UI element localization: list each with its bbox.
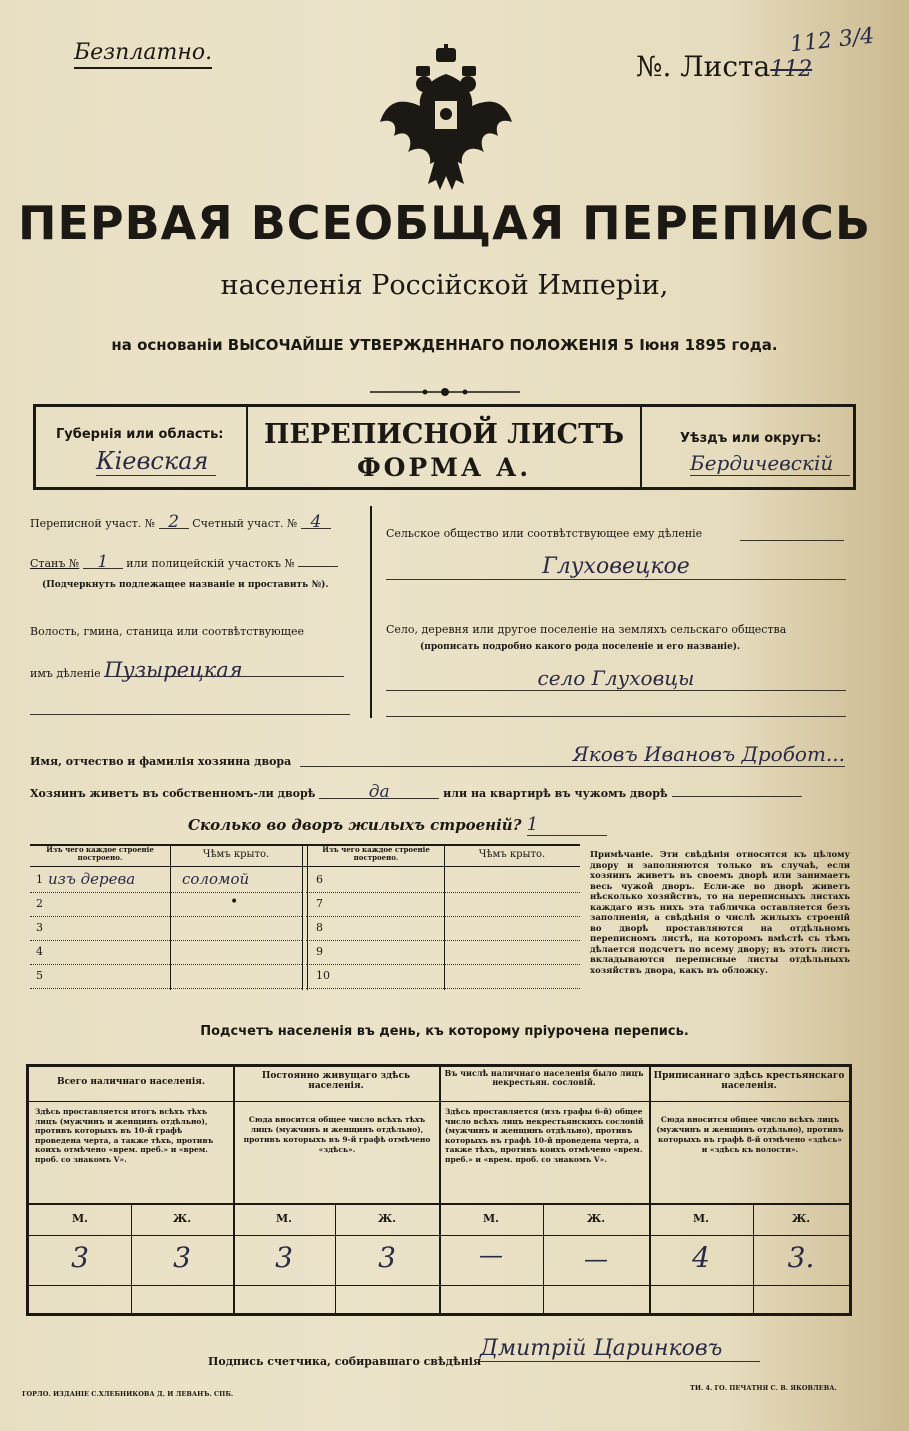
owner-lives-value: да <box>319 786 439 799</box>
stan-or-label: или полицейскій участокъ № <box>126 557 295 570</box>
count-value-registered-m: 4 <box>692 1241 710 1274</box>
count-col-desc-present: Здѣсь проставляется итогъ всѣхъ тѣхъ лицъ (мужчинъ и женщинъ отдѣльно), противъ которыхъ въ 10-й графѣ проведена черта, а также тѣхъ, противъ коихъ отмѣчено «врем. преб.» и «врем. проб. со знакомъ V». <box>35 1107 214 1164</box>
sheet-number-crossed: 112 <box>770 57 813 82</box>
schetny-value: 4 <box>301 516 331 529</box>
zh-label: Ж. <box>791 1212 811 1225</box>
count-col-title-non-peasant: Въ числѣ наличнаго населенія было лицъ некрестьян. сословій. <box>444 1068 644 1087</box>
buildings-row-left <box>30 892 302 917</box>
owner-lives-row <box>30 782 850 802</box>
buildings-col-material-left: Изъ чего каждое строеніе построено. <box>46 845 154 862</box>
buildings-note: Примѣчаніе. Эти свѣдѣнія относятся къ цѣлому двору и заполняются только въ случаѣ, если хозяинъ живетъ въ своемъ дворѣ или занимаетъ весь чужой дворъ. Если-же во дворѣ живетъ нѣсколько хозяйствъ, то на переписныхъ листахъ каждаго изъ нихъ эта табличка оставляется безъ заполненія, а свѣдѣнія о числѣ жилыхъ строеній во дворѣ проставляются на отдѣльномъ переписномъ листѣ, на которомъ вмѣстѣ съ тѣмъ дѣлается подсчетъ по всему двору; въ этотъ листъ вкладываются переписные листы отдѣльныхъ хозяйствъ двора, какъ въ обложку. <box>590 850 850 976</box>
free-label: Безплатно. <box>74 40 212 69</box>
form-letter: ФОРМА А. <box>356 453 532 482</box>
buildings-col-material-right: Изъ чего каждое строеніе построено. <box>322 845 430 862</box>
count-value-registered-zh: 3. <box>787 1241 815 1274</box>
count-table <box>26 1064 852 1316</box>
stan-row <box>30 552 360 572</box>
footer-printer-left: ГОРЛО. ИЗДАНІЕ С.ХЛЕБНИКОВА Д. И ЛЕВАНЪ. СПБ. <box>22 1390 234 1398</box>
row-number: 5 <box>36 969 43 982</box>
row-number: 3 <box>36 921 43 934</box>
count-value-permanent-zh: 3 <box>378 1241 396 1274</box>
volost-row <box>30 658 360 682</box>
village-note: (прописать подробно какого рода поселеніе и его названіе). <box>420 642 741 652</box>
sheet-number <box>636 50 812 83</box>
stan-note: (Подчеркнуть подлежащее названіе и проставить №). <box>42 580 329 590</box>
m-label: М. <box>275 1212 292 1225</box>
ornament-divider <box>370 384 520 400</box>
volost-blank-line <box>30 714 350 715</box>
village-label: Село, деревня или другое поселеніе на земляхъ сельскаго общества <box>386 623 787 636</box>
volost-label-2: имъ дѣленіе <box>30 667 101 680</box>
count-col-title-present: Всего наличнаго населенія. <box>56 1077 206 1087</box>
gubernia-value: Кіевская <box>96 447 216 476</box>
buildings-table <box>30 844 580 990</box>
volost-value: Пузырецкая <box>104 664 344 677</box>
perepisnoi-label: Переписной участ. № <box>30 517 156 530</box>
m-label: М. <box>482 1212 499 1225</box>
fields-column-divider <box>370 506 372 718</box>
perepisnoi-row <box>30 512 360 532</box>
buildings-label: Сколько во дворъ жилыхъ строеній? <box>188 816 522 834</box>
row-number: 8 <box>316 921 323 934</box>
row-number: 10 <box>316 969 330 982</box>
row-number: 2 <box>36 897 43 910</box>
buildings-row-left <box>30 868 302 893</box>
page-title: ПЕРВАЯ ВСЕОБЩАЯ ПЕРЕПИСЬ <box>17 196 872 250</box>
buildings-row-right <box>306 868 580 893</box>
footer-printer-right: ТИ. 4. ГО. ПЕЧАТНЯ С. В. ЯКОВЛЕВА. <box>690 1384 837 1392</box>
building-material: изъ дерева <box>48 870 136 888</box>
signature-value: Дмитрій Царинковъ <box>480 1336 760 1362</box>
uezd-label: Уѣздъ или округъ: <box>680 431 822 446</box>
signature-label: Подпись счетчика, собиравшаго свѣдѣнія <box>208 1355 482 1368</box>
count-value-non-peasant-m: — <box>479 1241 503 1269</box>
count-col-title-registered: Приписаннаго здѣсь крестьянскаго населенія. <box>653 1071 845 1091</box>
basis-line: на основаніи ВЫСОЧАЙШЕ УТВЕРЖДЕННАГО ПОЛОЖЕНІЯ 5 Іюня 1895 года. <box>111 336 778 354</box>
schetny-label: Счетный участ. № <box>192 517 298 530</box>
count-col-desc-registered: Сюда вносится общее число всѣхъ лицъ (мужчинъ и женщинъ отдѣльно), противъ которыхъ въ графѣ 8-й отмѣчено «здѣсь» и «здѣсь къ волости». <box>656 1115 844 1154</box>
gubernia-label: Губернія или область: <box>56 427 224 442</box>
count-value-non-peasant-zh: — <box>584 1245 608 1273</box>
count-col-desc-non-peasant: Здѣсь проставляется (изъ графы 6-й) общее число всѣхъ лицъ некрестьянскихъ сословій (мужчинъ и женщинъ отдѣльно), противъ которыхъ въ графѣ 10-й проведена черта, а также тѣхъ, противъ коихъ отмѣчено «врем. преб.» и «врем. проб. со знакомъ V». <box>445 1107 644 1164</box>
m-label: М. <box>71 1212 88 1225</box>
imperial-eagle-emblem <box>378 44 514 194</box>
zh-label: Ж. <box>377 1212 397 1225</box>
row-number: 7 <box>316 897 323 910</box>
building-roof: соломой <box>182 870 250 888</box>
sheet-number-handwritten: 112 3/4 <box>788 23 876 58</box>
sheet-number-label: №. Листа <box>636 50 771 83</box>
row-number: 1 <box>36 873 43 886</box>
buildings-value: 1 <box>527 814 607 836</box>
volost-label: Волость, гмина, станица или соотвѣтствующее <box>30 625 304 638</box>
village-value: село Глуховцы <box>386 666 846 691</box>
page-subtitle: населенія Россійской Имперіи, <box>220 270 669 301</box>
owner-lives-or: или на квартирѣ въ чужомъ дворѣ <box>443 787 668 800</box>
buildings-row-left <box>30 964 302 989</box>
count-col-desc-permanent: Сюда вносится общее число всѣхъ тѣхъ лицъ (мужчинъ и женщинъ отдѣльно), противъ которыхъ въ 9-й графѣ отмѣчено «здѣсь». <box>243 1115 431 1154</box>
buildings-row-right <box>306 916 580 941</box>
uezd-value: Бердичевскій <box>690 451 850 476</box>
m-label: М. <box>692 1212 709 1225</box>
count-value-permanent-m: 3 <box>275 1241 293 1274</box>
row-number: 9 <box>316 945 323 958</box>
society-label: Сельское общество или соотвѣтствующее ему дѣленіе <box>386 527 703 540</box>
buildings-row-right <box>306 892 580 917</box>
buildings-row-left <box>30 940 302 965</box>
society-line <box>740 540 844 541</box>
buildings-col-roof-right: Чѣмъ крыто. <box>478 849 546 860</box>
owner-name-label: Имя, отчество и фамилія хозяина двора <box>30 755 292 768</box>
buildings-row-right <box>306 940 580 965</box>
row-number: 6 <box>316 873 323 886</box>
owner-name-value: Яковъ Ивановъ Дробот... <box>300 742 845 767</box>
building-roof: • <box>230 894 239 910</box>
zh-label: Ж. <box>586 1212 606 1225</box>
count-value-present-zh: 3 <box>173 1241 191 1274</box>
buildings-row-left <box>30 916 302 941</box>
count-heading: Подсчетъ населенія въ день, къ которому пріурочена перепись. <box>200 1024 689 1039</box>
buildings-row <box>188 814 607 836</box>
society-value: Глуховецкое <box>386 554 846 580</box>
buildings-row-right <box>306 964 580 989</box>
form-header-box <box>33 404 856 490</box>
stan-label: Станъ № <box>30 557 80 570</box>
row-number: 4 <box>36 945 43 958</box>
perepisnoi-value: 2 <box>159 516 189 529</box>
count-value-present-m: 3 <box>71 1241 89 1274</box>
village-blank-line <box>386 716 846 717</box>
owner-lives-label: Хозяинъ живетъ въ собственномъ-ли дворѣ <box>30 787 316 800</box>
stan-value: 1 <box>83 556 123 569</box>
buildings-col-roof-left: Чѣмъ крыто. <box>202 849 270 860</box>
form-title: ПЕРЕПИСНОЙ ЛИСТЪ <box>263 419 625 450</box>
zh-label: Ж. <box>172 1212 192 1225</box>
count-col-title-permanent: Постоянно живущаго здѣсь населенія. <box>261 1071 411 1091</box>
